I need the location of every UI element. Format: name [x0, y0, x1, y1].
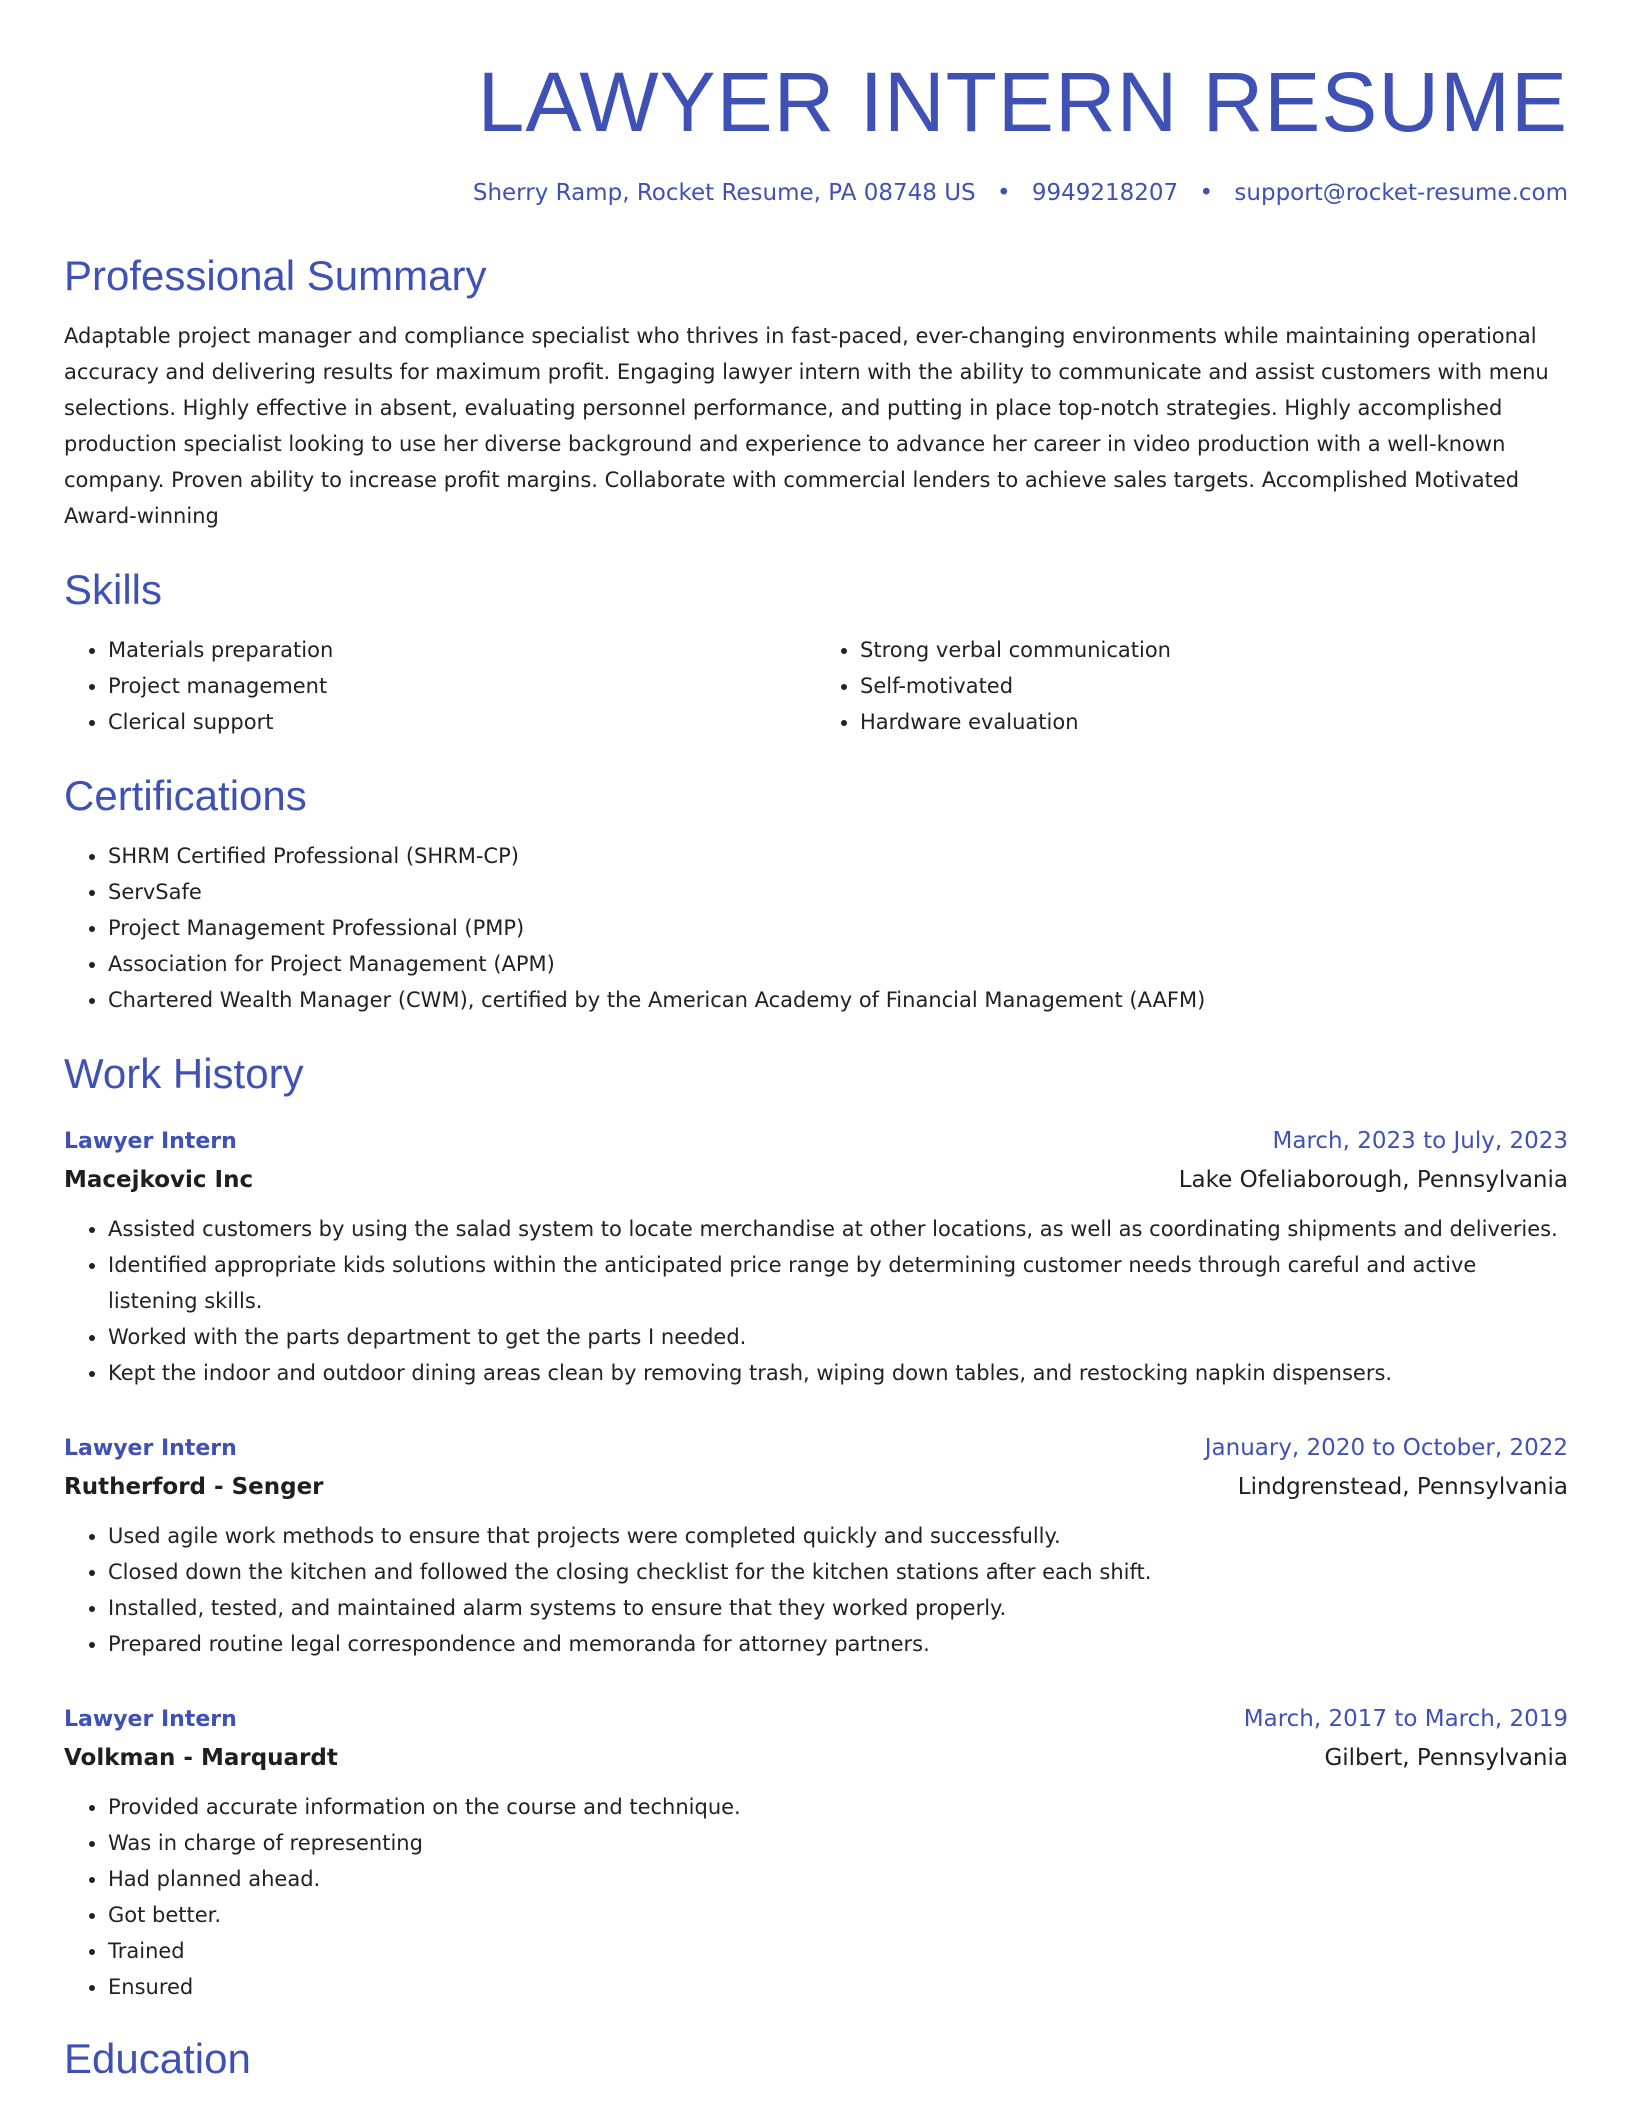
job-bullet: • Was in charge of representing [108, 1825, 1568, 1861]
work-history-heading: Work History [64, 1050, 304, 1097]
skill-item: • Self-motivated [860, 668, 1568, 704]
job-dates: March, 2017 to March, 2019 [1243, 1706, 1568, 1732]
job-bullet: • Assisted customers by using the salad system to locate merchandise at other locations, as well as coordinating shipments and deliveries. [108, 1211, 1568, 1247]
certification-item: • Chartered Wealth Manager (CWM), certified by the American Academy of Financial Management (AAFM) [108, 982, 1568, 1018]
job-company-row [64, 1468, 1568, 1506]
contact-line [64, 176, 1568, 210]
summary-text: Adaptable project manager and compliance specialist who thrives in fast-paced, ever-changing environments while maintaining operational accuracy and delivering results for maximum profit. Engaging lawyer intern with the ability to communicate and assist customers with menu selections. Highly effective in absent, evaluating personnel performance, and putting in place top-notch strategies. Highly accomplished production specialist looking to use her diverse background and experience to advance her career in video production with a well-known company. Proven ability to increase profit margins. Collaborate with commercial lenders to achieve sales targets. Accomplished Motivated Award-winning [64, 324, 1549, 528]
certifications-heading: Certifications [64, 772, 307, 819]
skill-item: • Project management [108, 668, 816, 704]
certification-item: • Association for Project Management (APM) [108, 946, 1568, 982]
job-location: Lindgrenstead, Pennsylvania [1237, 1474, 1568, 1500]
job-bullet: • Used agile work methods to ensure that projects were completed quickly and successfully. [108, 1518, 1568, 1554]
certification-item: • Project Management Professional (PMP) [108, 910, 1568, 946]
job-bullet: • Got better. [108, 1897, 1568, 1933]
job-bullets [64, 1518, 1568, 1662]
skill-item: • Clerical support [108, 704, 816, 740]
job-company: Rutherford - Senger [64, 1474, 324, 1500]
job-header-row [64, 1700, 1568, 1739]
skills-list [64, 632, 1568, 740]
skill-item: • Strong verbal communication [860, 632, 1568, 668]
job-entry [64, 1429, 1568, 1662]
job-bullet: • Prepared routine legal correspondence and memoranda for attorney partners. [108, 1626, 1568, 1662]
job-title: Lawyer Intern [64, 1436, 237, 1461]
job-header-row [64, 1429, 1568, 1468]
certifications-list [64, 838, 1568, 1018]
skills-column-left [64, 632, 816, 740]
job-company-row [64, 1161, 1568, 1199]
job-bullet: • Installed, tested, and maintained alarm systems to ensure that they worked properly. [108, 1590, 1568, 1626]
job-entry [64, 1122, 1568, 1391]
summary-heading: Professional Summary [64, 252, 487, 299]
job-title: Lawyer Intern [64, 1707, 237, 1732]
job-bullets [64, 1789, 1568, 2005]
resume-header [64, 52, 1568, 210]
job-location: Gilbert, Pennsylvania [1324, 1745, 1568, 1771]
job-bullet: • Ensured [108, 1969, 1568, 2005]
job-bullet: • Had planned ahead. [108, 1861, 1568, 1897]
contact-email: support@rocket-resume.com [1234, 180, 1568, 206]
contact-address: Sherry Ramp, Rocket Resume, PA 08748 US [472, 180, 976, 206]
job-company: Macejkovic Inc [64, 1167, 254, 1193]
job-bullet: • Kept the indoor and outdoor dining areas clean by removing trash, wiping down tables, and restocking napkin dispensers. [108, 1355, 1568, 1391]
skill-item: • Materials preparation [108, 632, 816, 668]
job-bullet: • Closed down the kitchen and followed the closing checklist for the kitchen stations after each shift. [108, 1554, 1568, 1590]
job-bullet: • Identified appropriate kids solutions within the anticipated price range by determining customer needs through careful and active listening skills. [108, 1247, 1568, 1319]
contact-separator: • [996, 180, 1011, 206]
job-company: Volkman - Marquardt [64, 1745, 338, 1771]
contact-separator: • [1199, 180, 1214, 206]
job-company-row [64, 1739, 1568, 1777]
job-location: Lake Ofeliaborough, Pennsylvania [1178, 1167, 1568, 1193]
job-entry [64, 1700, 1568, 2005]
education-heading: Education [64, 2035, 251, 2082]
job-dates: January, 2020 to October, 2022 [1204, 1435, 1568, 1461]
job-bullets [64, 1211, 1568, 1391]
skills-heading: Skills [64, 566, 163, 613]
skill-item: • Hardware evaluation [860, 704, 1568, 740]
contact-phone: 9949218207 [1031, 180, 1179, 206]
certification-item: • ServSafe [108, 874, 1568, 910]
job-dates: March, 2023 to July, 2023 [1272, 1128, 1568, 1154]
job-bullet: • Worked with the parts department to get the parts I needed. [108, 1319, 1568, 1355]
certification-item: • SHRM Certified Professional (SHRM-CP) [108, 838, 1568, 874]
job-title: Lawyer Intern [64, 1129, 237, 1154]
job-bullet: • Trained [108, 1933, 1568, 1969]
skills-column-right [816, 632, 1568, 740]
job-header-row [64, 1122, 1568, 1161]
job-bullet: • Provided accurate information on the course and technique. [108, 1789, 1568, 1825]
resume-title: LAWYER INTERN RESUME [477, 55, 1568, 149]
